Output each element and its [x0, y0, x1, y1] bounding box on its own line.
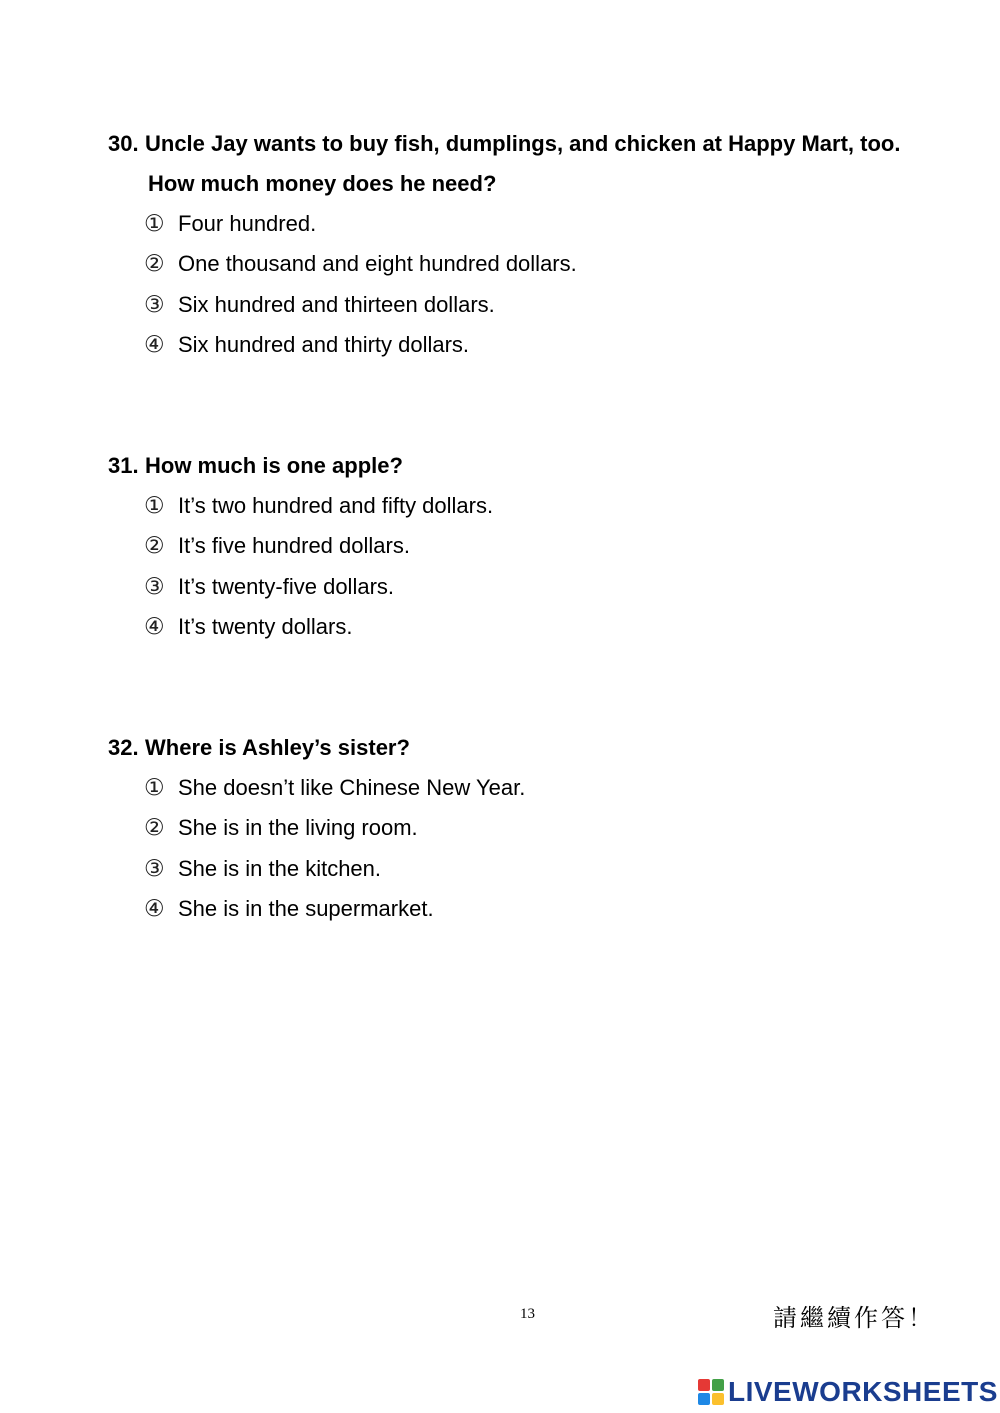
question-text: How much is one apple? [145, 453, 403, 478]
question-stem [108, 728, 968, 768]
option-text: Six hundred and thirteen dollars. [178, 291, 495, 317]
option-3[interactable] [144, 567, 968, 607]
option-text: She is in the living room. [178, 815, 418, 841]
option-1[interactable] [144, 204, 968, 244]
question-30 [108, 124, 968, 365]
option-2[interactable] [144, 526, 968, 566]
option-marker: ① [144, 211, 165, 237]
option-text: Six hundred and thirty dollars. [178, 331, 470, 357]
option-text: It’s five hundred dollars. [178, 533, 410, 559]
option-text: She is in the supermarket. [178, 895, 434, 921]
question-32 [108, 728, 968, 929]
brand-square-yellow [712, 1393, 724, 1405]
option-marker: ① [144, 493, 165, 519]
options-list [108, 486, 968, 647]
option-text: One thousand and eight hundred dollars. [178, 251, 577, 277]
option-marker: ④ [144, 613, 165, 640]
question-31 [108, 446, 968, 647]
option-text: Four hundred. [178, 211, 317, 236]
option-2[interactable] [144, 244, 968, 284]
page-number: 13 [520, 1306, 535, 1322]
option-text: She doesn’t like Chinese New Year. [178, 775, 526, 800]
option-marker: ② [144, 533, 165, 560]
option-marker: ② [144, 815, 165, 842]
question-text: Where is Ashley’s sister? [145, 735, 410, 760]
options-list [108, 768, 968, 929]
brand-square-blue [698, 1393, 710, 1405]
liveworksheets-logo [698, 1375, 998, 1409]
brand-squares-icon [698, 1379, 724, 1405]
continue-note: 請繼續作答！ [773, 1304, 935, 1332]
option-1[interactable] [144, 768, 968, 808]
option-4[interactable] [144, 325, 968, 365]
option-marker: ③ [144, 573, 165, 600]
question-stem [108, 124, 968, 204]
question-number: 32. [108, 735, 139, 760]
option-marker: ① [144, 775, 165, 801]
option-text: It’s twenty-five dollars. [178, 573, 395, 599]
question-text: Uncle Jay wants to buy fish, dumplings, and chicken at Happy Mart, too. [145, 131, 901, 156]
option-text: It’s two hundred and fifty dollars. [178, 493, 494, 518]
option-4[interactable] [144, 607, 968, 647]
option-marker: ④ [144, 895, 165, 922]
option-marker: ③ [144, 855, 165, 882]
option-1[interactable] [144, 486, 968, 526]
option-text: She is in the kitchen. [178, 855, 382, 881]
brand-square-green [712, 1379, 724, 1391]
brand-name: LIVEWORKSHEETS [728, 1376, 998, 1407]
option-marker: ② [144, 251, 165, 278]
option-3[interactable] [144, 285, 968, 325]
question-stem [108, 446, 968, 486]
question-number: 30. [108, 131, 139, 156]
question-text-line2: How much money does he need? [148, 171, 497, 196]
option-text: It’s twenty dollars. [178, 613, 353, 639]
option-2[interactable] [144, 808, 968, 848]
option-marker: ④ [144, 331, 165, 358]
option-4[interactable] [144, 889, 968, 929]
options-list [108, 204, 968, 365]
question-number: 31. [108, 453, 139, 478]
brand-square-red [698, 1379, 710, 1391]
option-3[interactable] [144, 849, 968, 889]
option-marker: ③ [144, 291, 165, 318]
